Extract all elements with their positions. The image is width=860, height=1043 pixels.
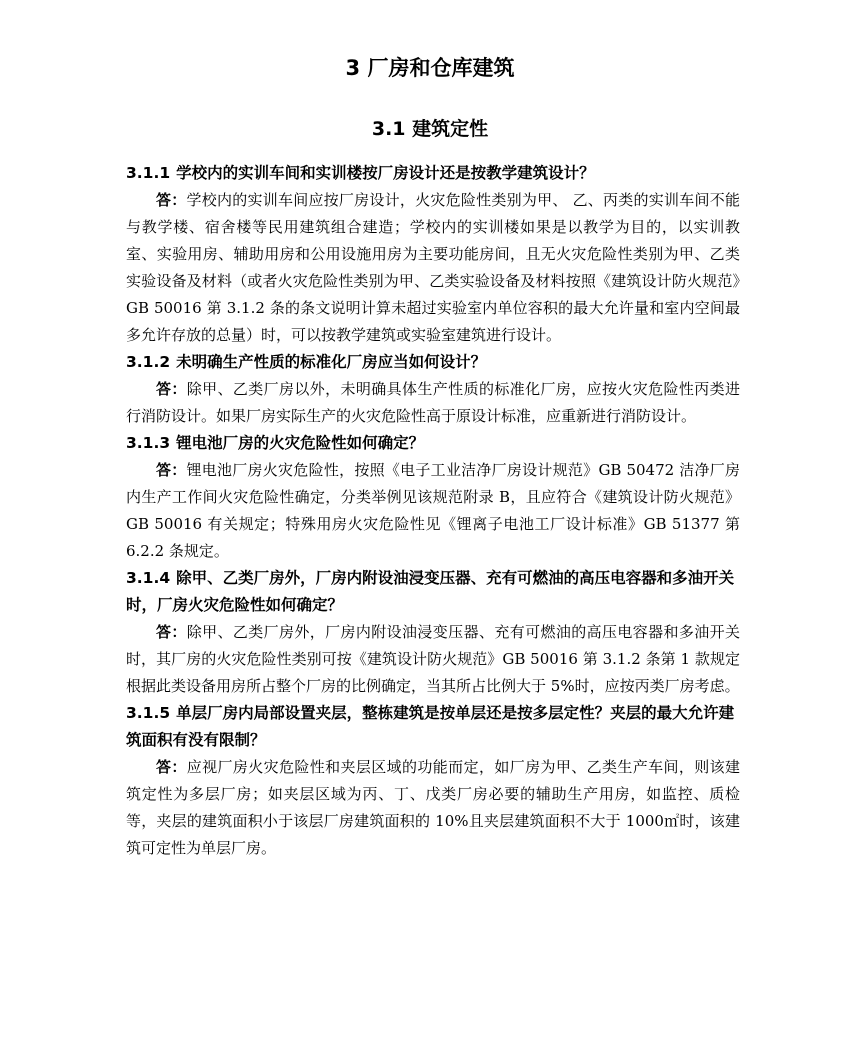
answer-text: 应视厂房火灾危险性和夹层区域的功能而定，如厂房为甲、乙类生产车间，则该建筑定性为多层厂房；如夹层区域为丙、丁、戊类厂房必要的辅助生产用房，如监控、质检等，夹层的建筑面积小于该层厂房建筑面积的 10%且夹层建筑面积不大于 1000㎡时，该建筑可定性为单层厂房。 (126, 758, 740, 857)
answer-paragraph (126, 619, 740, 700)
question-text: 锂电池厂房的火灾危险性如何确定？ (176, 434, 425, 452)
section-title: 3.1 建筑定性 (371, 118, 489, 140)
question-heading (126, 349, 740, 376)
answer-paragraph (126, 187, 740, 349)
question-text: 学校内的实训车间和实训楼按厂房设计还是按教学建筑设计？ (176, 164, 595, 182)
answer-text: 学校内的实训车间应按厂房设计，火灾危险性类别为甲、 乙、丙类的实训车间不能与教学楼、宿舍楼等民用建筑组合建造；学校内的实训楼如果是以教学为目的，以实训教室、实验用房、辅助用房和公用设施用房为主要功能房间，且无火灾危险性类别为甲、乙类实验设备及材料（或者火灾危险性类别为甲、乙类实验设备及材料按照《建筑设计防火规范》GB 50016 第 3.1.2 条的条文说明计算未超过实验室内单位容积的最大允许量和室内空间最多允许存放的总量）时，可以按教学建筑或实验室建筑进行设计。 (126, 191, 740, 344)
answer-label: 答： (156, 191, 187, 209)
qa-item (126, 430, 740, 565)
question-number: 3.1.1 (126, 164, 171, 182)
answer-label: 答： (156, 623, 187, 641)
question-heading (126, 565, 740, 619)
answer-paragraph (126, 376, 740, 430)
question-text: 未明确生产性质的标准化厂房应当如何设计？ (176, 353, 487, 371)
qa-item (126, 700, 740, 862)
answer-text: 锂电池厂房火灾危险性，按照《电子工业洁净厂房设计规范》GB 50472 洁净厂房内生产工作间火灾危险性确定，分类举例见该规范附录 B，且应符合《建筑设计防火规范》GB 50016 有关规定；特殊用房火灾危险性见《锂离子电池工厂设计标准》GB 51377 第 6.2.2 条规定。 (126, 461, 740, 560)
qa-item (126, 349, 740, 430)
question-heading (126, 430, 740, 457)
question-number: 3.1.2 (126, 353, 171, 371)
question-text: 单层厂房内局部设置夹层，整栋建筑是按单层还是按多层定性？夹层的最大允许建筑面积有没有限制？ (126, 704, 735, 749)
chapter-title: 3 厂房和仓库建筑 (345, 56, 515, 80)
question-number: 3.1.3 (126, 434, 171, 452)
answer-paragraph (126, 457, 740, 565)
question-number: 3.1.5 (126, 704, 171, 722)
answer-label: 答： (156, 461, 187, 479)
answer-text: 除甲、乙类厂房以外，未明确具体生产性质的标准化厂房，应按火灾危险性丙类进行消防设计。如果厂房实际生产的火灾危险性高于原设计标准，应重新进行消防设计。 (126, 380, 740, 425)
answer-text: 除甲、乙类厂房外，厂房内附设油浸变压器、充有可燃油的高压电容器和多油开关时，其厂房的火灾危险性类别可按《建筑设计防火规范》GB 50016 第 3.1.2 条第 1 款规定根据此类设备用房所占整个厂房的比例确定，当其所占比例大于 5%时，应按丙类厂房考虑。 (126, 623, 740, 695)
qa-item (126, 160, 740, 349)
question-text: 除甲、乙类厂房外，厂房内附设油浸变压器、充有可燃油的高压电容器和多油开关时，厂房火灾危险性如何确定？ (126, 569, 735, 614)
answer-label: 答： (156, 758, 187, 776)
qa-list (126, 160, 740, 862)
answer-paragraph (126, 754, 740, 862)
qa-item (126, 565, 740, 700)
question-number: 3.1.4 (126, 569, 171, 587)
answer-label: 答： (156, 380, 187, 398)
question-heading (126, 700, 740, 754)
question-heading (126, 160, 740, 187)
